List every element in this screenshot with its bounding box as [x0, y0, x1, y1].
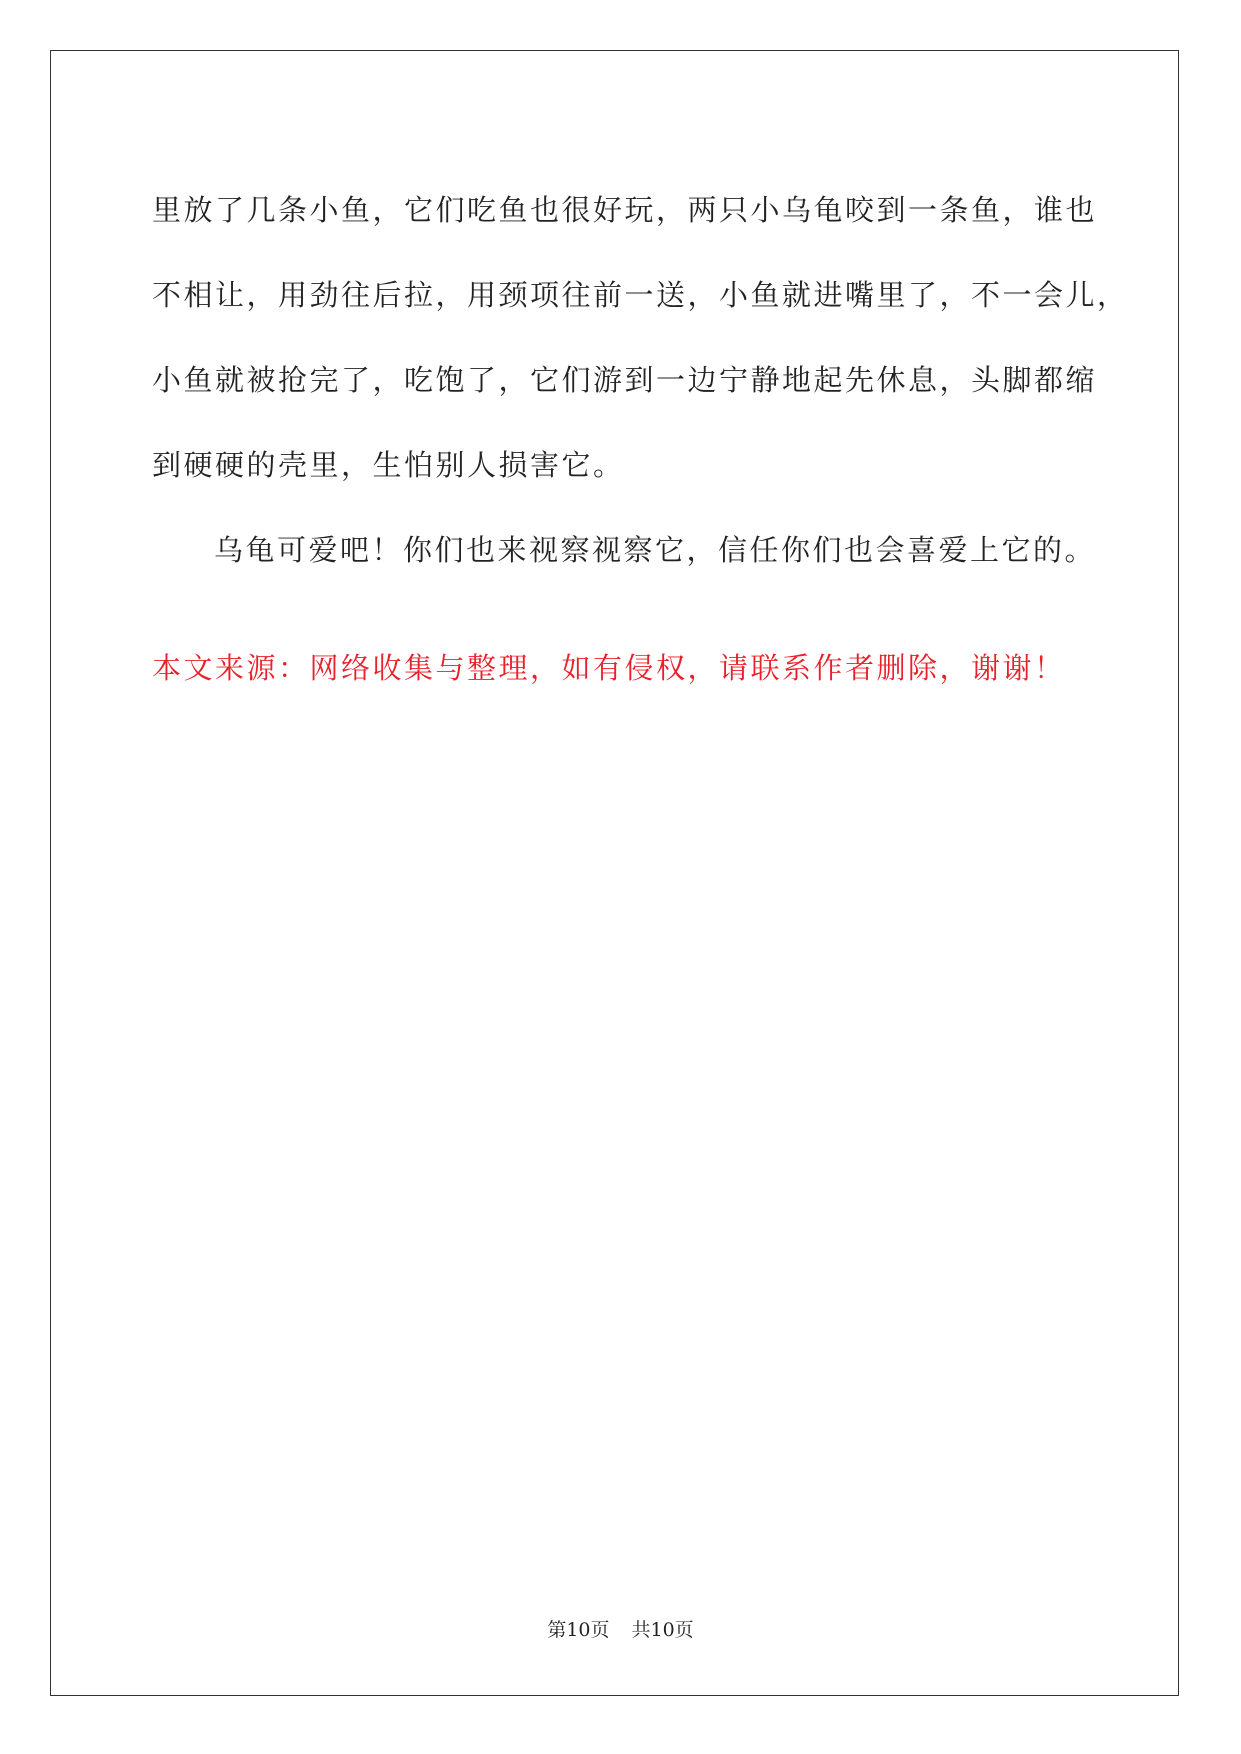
page-footer: [0, 1615, 1241, 1642]
body-text: [152, 168, 1129, 593]
page-number-total: 共10页: [631, 1619, 694, 1641]
closing-paragraph: 乌龟可爱吧！你们也来视察视察它，信任你们也会喜爱上它的。: [214, 533, 1097, 567]
paragraph-line: 不相让，用劲往后拉，用颈项往前一送，小鱼就进嘴里了，不一会儿，: [152, 278, 1129, 312]
paragraph-line: 里放了几条小鱼，它们吃鱼也很好玩，两只小乌龟咬到一条鱼，谁也: [152, 193, 1098, 227]
paragraph-line: 到硬硬的壳里，生怕别人损害它。: [152, 448, 625, 482]
page-number-current: 第10页: [547, 1619, 610, 1641]
source-note: 本文来源：网络收集与整理，如有侵权，请联系作者删除，谢谢！: [152, 651, 1066, 685]
paragraph-line: 小鱼就被抢完了，吃饱了，它们游到一边宁静地起先休息，头脚都缩: [152, 363, 1098, 397]
